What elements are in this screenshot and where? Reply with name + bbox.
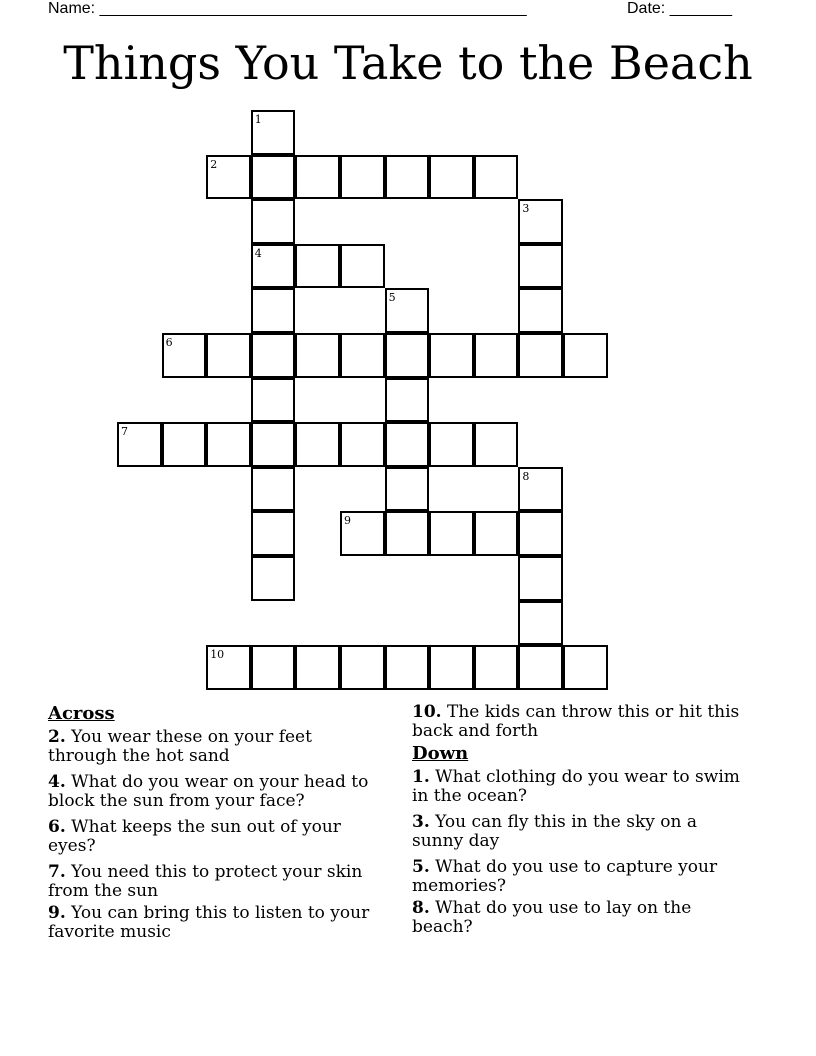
grid-cell[interactable] <box>295 645 340 690</box>
page-title: Things You Take to the Beach <box>63 36 753 90</box>
clue-number: 2. <box>48 727 66 747</box>
date-field[interactable]: Date: _______ <box>627 0 732 17</box>
grid-cell[interactable] <box>251 288 296 333</box>
grid-cell[interactable] <box>251 467 296 512</box>
grid-cell[interactable] <box>251 422 296 467</box>
across-clue <box>48 904 378 942</box>
grid-cell[interactable] <box>340 422 385 467</box>
grid-cell[interactable] <box>251 199 296 244</box>
grid-cell[interactable] <box>385 467 430 512</box>
grid-cell[interactable] <box>518 601 563 646</box>
grid-cell[interactable] <box>429 333 474 378</box>
clue-text: What clothing do you wear to swim in the ocean? <box>412 767 740 806</box>
clue-number: 1. <box>412 767 430 787</box>
grid-cell[interactable] <box>429 511 474 556</box>
grid-cell[interactable] <box>385 333 430 378</box>
grid-cell[interactable] <box>563 333 608 378</box>
grid-cell[interactable] <box>295 333 340 378</box>
cell-number: 5 <box>388 291 396 305</box>
grid-cell[interactable] <box>251 511 296 556</box>
grid-cell[interactable] <box>563 645 608 690</box>
grid-cell[interactable] <box>474 511 519 556</box>
grid-cell[interactable] <box>385 511 430 556</box>
grid-cell[interactable] <box>340 333 385 378</box>
clue-text: You can bring this to listen to your favorite music <box>48 903 370 942</box>
grid-cell[interactable] <box>518 244 563 289</box>
grid-cell[interactable] <box>385 288 430 333</box>
grid-cell[interactable] <box>474 422 519 467</box>
down-heading: Down <box>412 743 469 764</box>
cell-number: 6 <box>165 336 173 349</box>
grid-cell[interactable] <box>518 645 563 690</box>
clues-right-column <box>412 703 752 944</box>
clue-text: You can fly this in the sky on a sunny day <box>412 812 697 851</box>
grid-cell[interactable] <box>429 645 474 690</box>
across-clue <box>48 773 378 811</box>
grid-cell[interactable] <box>340 645 385 690</box>
down-clue <box>412 768 752 806</box>
grid-cell[interactable] <box>251 378 296 423</box>
clues-left-column <box>48 703 378 949</box>
grid-cell[interactable] <box>385 155 430 200</box>
clue-number: 5. <box>412 857 430 877</box>
grid-cell[interactable] <box>340 511 385 556</box>
across-clue <box>412 703 752 741</box>
grid-cell[interactable] <box>251 155 296 200</box>
clue-text: What do you use to capture your memories? <box>412 857 718 896</box>
clue-text: You wear these on your feet through the hot sand <box>48 727 312 766</box>
down-clue <box>412 813 752 851</box>
clue-number: 9. <box>48 903 66 923</box>
across-clue <box>48 863 378 901</box>
cell-number: 7 <box>121 425 128 439</box>
grid-cell[interactable] <box>251 110 296 155</box>
grid-cell[interactable] <box>429 155 474 200</box>
grid-cell[interactable] <box>518 199 563 244</box>
across-clue <box>48 818 378 856</box>
grid-cell[interactable] <box>474 155 519 200</box>
clue-number: 7. <box>48 862 66 882</box>
down-clue <box>412 858 752 896</box>
clue-number: 6. <box>48 817 66 837</box>
across-heading: Across <box>48 703 115 724</box>
grid-cell[interactable] <box>162 422 207 467</box>
grid-cell[interactable] <box>518 333 563 378</box>
grid-cell[interactable] <box>518 467 563 512</box>
grid-cell[interactable] <box>385 378 430 423</box>
clue-number: 3. <box>412 812 430 832</box>
grid-cell[interactable] <box>474 645 519 690</box>
grid-cell[interactable] <box>385 422 430 467</box>
cell-number: 10 <box>210 648 225 662</box>
cell-number: 8 <box>522 469 530 483</box>
clue-number: 4. <box>48 772 66 792</box>
cell-number: 9 <box>344 514 351 528</box>
grid-cell[interactable] <box>251 556 296 601</box>
across-clue <box>48 728 378 766</box>
grid-cell[interactable] <box>429 422 474 467</box>
grid-cell[interactable] <box>385 645 430 690</box>
grid-cell[interactable] <box>206 333 251 378</box>
grid-cell[interactable] <box>518 288 563 333</box>
grid-cell[interactable] <box>251 645 296 690</box>
grid-cell[interactable] <box>295 244 340 289</box>
grid-cell[interactable] <box>340 155 385 200</box>
grid-cell[interactable] <box>518 556 563 601</box>
grid-cell[interactable] <box>117 422 162 467</box>
grid-cell[interactable] <box>206 422 251 467</box>
down-clue <box>412 899 752 937</box>
name-field[interactable]: Name: ________________________________________________ <box>48 0 527 17</box>
cell-number: 2 <box>210 157 218 171</box>
grid-cell[interactable] <box>206 155 251 200</box>
grid-cell[interactable] <box>340 244 385 289</box>
grid-cell[interactable] <box>206 645 251 690</box>
grid-cell[interactable] <box>251 244 296 289</box>
cell-number: 4 <box>254 246 262 260</box>
grid-cell[interactable] <box>518 511 563 556</box>
clue-number: 8. <box>412 898 430 918</box>
clue-number: 10. <box>412 702 442 722</box>
clue-text: What do you wear on your head to block the sun from your face? <box>48 772 369 811</box>
clue-text: You need this to protect your skin from the sun <box>48 862 363 901</box>
grid-cell[interactable] <box>162 333 207 378</box>
clue-text: What keeps the sun out of your eyes? <box>48 817 341 856</box>
cell-number: 1 <box>254 113 262 126</box>
clue-text: The kids can throw this or hit this back and forth <box>412 702 740 741</box>
clue-text: What do you use to lay on the beach? <box>412 898 692 937</box>
grid-cell[interactable] <box>295 422 340 467</box>
grid-cell[interactable] <box>474 333 519 378</box>
grid-cell[interactable] <box>295 155 340 200</box>
cell-number: 3 <box>522 202 530 216</box>
grid-cell[interactable] <box>251 333 296 378</box>
